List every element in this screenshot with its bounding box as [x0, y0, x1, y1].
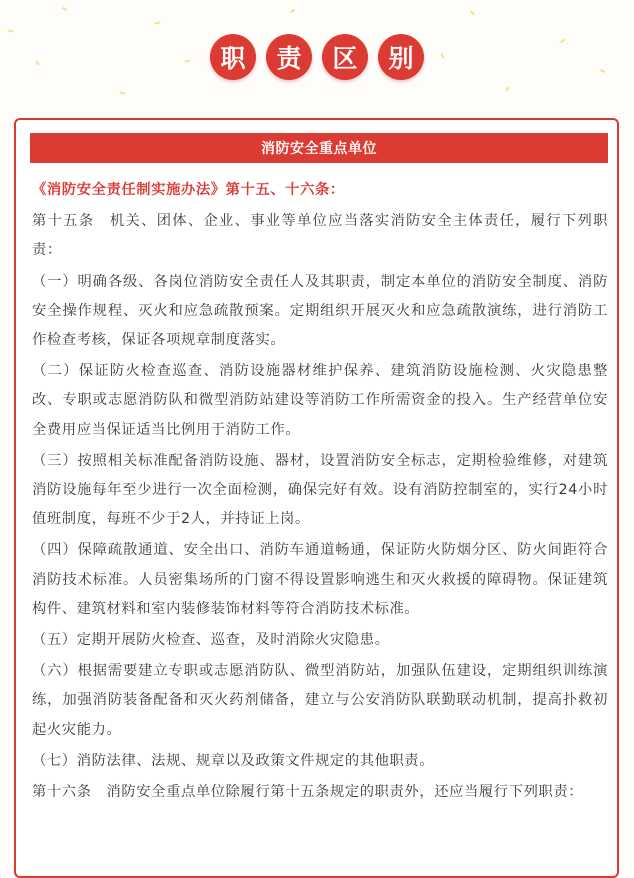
confetti-piece — [62, 7, 67, 11]
card-banner: 消防安全重点单位 — [30, 133, 608, 163]
confetti-piece — [470, 11, 475, 16]
confetti-piece — [8, 30, 13, 33]
section-title — [0, 34, 634, 80]
confetti-piece — [155, 21, 160, 25]
title-char: 别 — [378, 34, 424, 80]
paragraph: （一）明确各级、各岗位消防安全责任人及其职责，制定本单位的消防安全制度、消防安全操作规程、灭火和应急疏散预案。定期组织开展灭火和应急疏散演练，进行消防工作检查考核，保证各项规章制度落实。 — [32, 273, 608, 349]
paragraph: 第十五条 机关、团体、企业、事业等单位应当落实消防安全主体责任，履行下列职责： — [32, 213, 608, 259]
paragraph: 第十六条 消防安全重点单位除履行第十五条规定的职责外，还应当履行下列职责： — [32, 784, 584, 801]
paragraph: （三）按照相关标准配备消防设施、器材，设置消防安全标志，定期检验维修，对建筑消防设施每年至少进行一次全面检测，确保完好有效。设有消防控制室的，实行24小时值班制度，每班不少于2人，并持证上岗。 — [32, 452, 608, 528]
title-char: 区 — [322, 34, 368, 80]
paragraph: （五）定期开展防火检查、巡查，及时消除火灾隐患。 — [32, 632, 390, 649]
confetti-piece — [120, 91, 125, 94]
article-body — [32, 176, 608, 807]
source-citation: 《消防安全责任制实施办法》第十五、十六条： — [32, 182, 345, 198]
content-card — [14, 118, 619, 878]
paragraph: （六）根据需要建立专职或志愿消防队、微型消防站，加强队伍建设，定期组织训练演练，加强消防装备配备和灭火药剂储备，建立与公安消防队联勤联动机制，提高扑救初起火灾能力。 — [32, 663, 608, 738]
paragraph: （四）保障疏散通道、安全出口、消防车通道畅通，保证防火防烟分区、防火间距符合消防技术标准。人员密集场所的门窗不得设置影响逃生和灭火救援的障碍物。保证建筑构件、建筑材料和室内装修装饰材料等符合消防技术标准。 — [32, 542, 608, 617]
paragraph: （二）保证防火检查巡查、消防设施器材维护保养、建筑消防设施检测、火灾隐患整改、专职或志愿消防队和微型消防站建设等消防工作所需资金的投入。生产经营单位安全费用应当保证适当比例用于消防工作。 — [32, 363, 608, 438]
paragraph: （七）消防法律、法规、规章以及政策文件规定的其他职责。 — [32, 752, 435, 769]
confetti-piece — [290, 9, 295, 14]
title-char: 责 — [266, 34, 312, 80]
title-char: 职 — [210, 34, 256, 80]
confetti-piece — [505, 86, 510, 91]
